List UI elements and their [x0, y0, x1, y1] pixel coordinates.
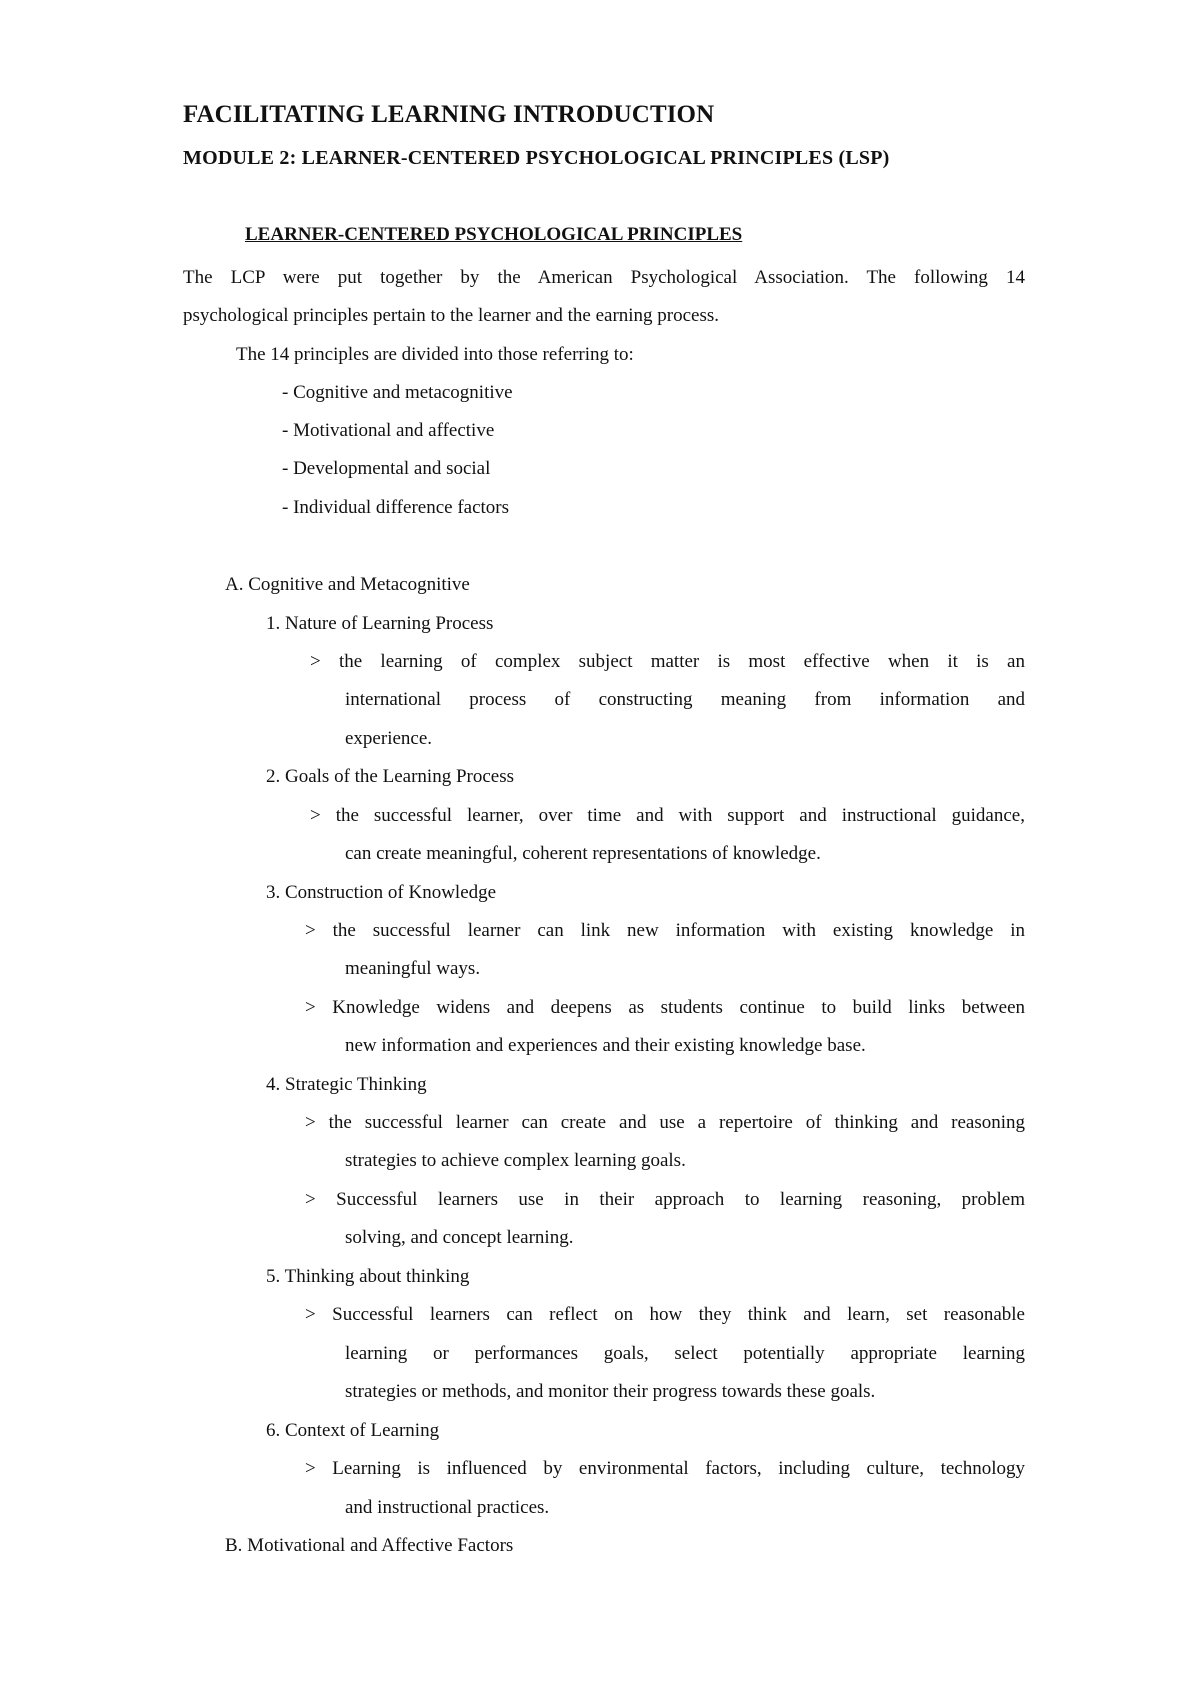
principle-text-line: strategies or methods, and monitor their progress towards these goals. [345, 1381, 876, 1402]
section-heading: LEARNER-CENTERED PSYCHOLOGICAL PRINCIPLES [245, 224, 743, 245]
module-heading: MODULE 2: LEARNER-CENTERED PSYCHOLOGICAL PRINCIPLES (LSP) [183, 147, 890, 169]
principle-text-line: > Successful learners can reflect on how they think and learn, set reasonable [305, 1304, 1025, 1325]
principle-text-line: learning or performances goals, select potentially appropriate learning [345, 1343, 1025, 1364]
intro-paragraph-line: The LCP were put together by the American Psychological Association. The following 14 [183, 267, 1025, 288]
intro-paragraph-line: psychological principles pertain to the learner and the earning process. [183, 305, 720, 326]
principle-text-line: > the successful learner, over time and with support and instructional guidance, [310, 805, 1025, 826]
principle-text-line: > the successful learner can create and use a repertoire of thinking and reasoning [305, 1112, 1025, 1133]
principle-text-line: new information and experiences and their existing knowledge base. [345, 1035, 866, 1056]
principle-title: 1. Nature of Learning Process [266, 613, 494, 634]
principle-text-line: international process of constructing meaning from information and [345, 689, 1025, 710]
category-item: - Cognitive and metacognitive [282, 382, 513, 403]
principle-title: 3. Construction of Knowledge [266, 882, 497, 903]
division-intro: The 14 principles are divided into those referring to: [236, 344, 634, 365]
principle-title: 2. Goals of the Learning Process [266, 766, 514, 787]
section-b-heading: B. Motivational and Affective Factors [225, 1535, 514, 1556]
principle-text-line: > the successful learner can link new information with existing knowledge in [305, 920, 1025, 941]
principle-text-line: can create meaningful, coherent representations of knowledge. [345, 843, 821, 864]
principle-text-line: and instructional practices. [345, 1497, 550, 1518]
principle-text-line: > Successful learners use in their approach to learning reasoning, problem [305, 1189, 1025, 1210]
category-item: - Motivational and affective [282, 420, 495, 441]
category-item: - Developmental and social [282, 458, 491, 479]
principle-text-line: solving, and concept learning. [345, 1227, 574, 1248]
principle-text-line: > Knowledge widens and deepens as students continue to build links between [305, 997, 1025, 1018]
principle-text-line: experience. [345, 728, 433, 749]
document-title: FACILITATING LEARNING INTRODUCTION [183, 101, 715, 128]
principle-text-line: meaningful ways. [345, 958, 481, 979]
principle-title: 5. Thinking about thinking [266, 1266, 470, 1287]
principle-text-line: > Learning is influenced by environmental factors, including culture, technology [305, 1458, 1025, 1479]
section-a-heading: A. Cognitive and Metacognitive [225, 574, 470, 595]
principle-text-line: strategies to achieve complex learning goals. [345, 1150, 686, 1171]
principle-text-line: > the learning of complex subject matter is most effective when it is an [310, 651, 1025, 672]
principle-title: 6. Context of Learning [266, 1420, 440, 1441]
principle-title: 4. Strategic Thinking [266, 1074, 427, 1095]
category-item: - Individual difference factors [282, 497, 510, 518]
